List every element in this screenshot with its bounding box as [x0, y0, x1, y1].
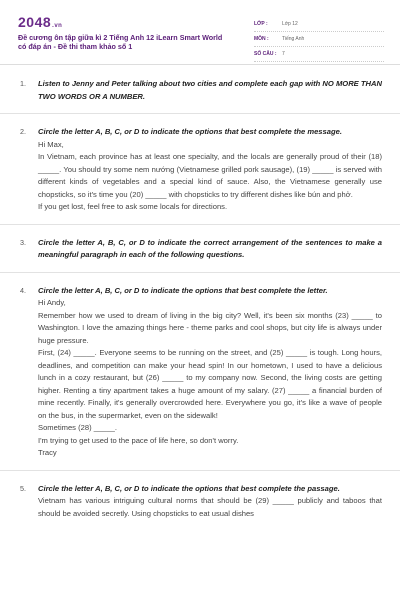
meta-key: SỐ CÂU : — [254, 51, 277, 57]
passage-paragraph: Tracy — [38, 448, 57, 457]
question-separator — [0, 113, 400, 114]
question-block — [0, 285, 400, 460]
question-instruction: Circle the letter A, B, C, or D to indicate the correct arrangement of the sentences to make a meaningful paragraph in each of the following questions. — [38, 237, 382, 259]
question-number: 5. — [20, 483, 26, 493]
meta-row-grade — [254, 17, 384, 32]
meta-key: LỚP : — [254, 21, 268, 27]
question-block — [0, 237, 400, 262]
site-logo[interactable]: 2048.vn — [18, 14, 63, 30]
question-passage — [38, 297, 382, 460]
meta-value: 7 — [282, 51, 285, 57]
question-block — [0, 483, 400, 521]
passage-paragraph: Vietnam has various intriguing cultural norms that should be (29) _____ publicly and taboos that should be avoided secretly. Using chopsticks to eat usual dishes — [38, 496, 382, 518]
question-instruction: Circle the letter A, B, C, or D to indicate the options that best complete the passage. — [38, 483, 340, 493]
passage-paragraph: Hi Andy, — [38, 298, 66, 307]
document-meta — [254, 17, 384, 62]
passage-paragraph: First, (24) _____. Everyone seems to be running on the street, and (25) _____ is tough. Long hours, deadlines, and competition can make your head spin! In our hometown, I used to have a delicious lunch in a cozy restaurant, but (26) _____ to my company now. Second, the living costs are getting higher. Renting a tiny apartment takes a huge amount of my salary. (27) _____ a financial burden of mine recently. Finally, it's generally overcrowded here. Everywhere you go, it's like a wave of people on the bus, in the supermarket, even on the sidewalk! — [38, 348, 382, 420]
question-separator — [0, 272, 400, 273]
question-block — [0, 126, 400, 214]
question-number: 4. — [20, 285, 26, 295]
meta-row-count — [254, 47, 384, 62]
meta-row-subject — [254, 32, 384, 47]
question-block — [0, 78, 400, 103]
passage-paragraph: I'm trying to get used to the pace of life here, so don't worry. — [38, 435, 239, 445]
meta-value: Lớp 12 — [282, 21, 298, 27]
question-separator — [0, 470, 400, 471]
question-number: 1. — [20, 79, 26, 88]
question-passage — [38, 495, 382, 520]
passage-paragraph: Sometimes (28) _____. — [38, 423, 117, 432]
passage-paragraph: Hi Max, — [38, 139, 64, 149]
question-number: 3. — [20, 237, 26, 247]
passage-paragraph: Remember how we used to dream of living in the big city? Well, it's been six months (23) _____ to Washington. I love the amazing things here - theme parks and cool shops, but city life is always under huge pressure. — [38, 310, 382, 345]
question-instruction: Listen to Jenny and Peter talking about two cities and complete each gap with NO MORE THAN TWO WORDS OR A NUMBER. — [38, 79, 382, 101]
passage-paragraph: If you get lost, feel free to ask some locals for directions. — [38, 202, 228, 211]
question-number: 2. — [20, 127, 26, 136]
passage-paragraph: In Vietnam, each province has at least one specialty, and the locals are generally proud of their (18) _____. You should try some nem nướng (Vietnamese grilled pork sausage), (19) _____ is served with different kinds of vegetables and a special kind of sauce. Also, the Vietnamese generally use chopsticks, so it's time you (20) _____ with chopsticks to try different dishes like bún and phở. — [38, 152, 382, 199]
document-title: Đề cương ôn tập giữa kì 2 Tiếng Anh 12 iLearn Smart World có đáp án - Đề thi tham khảo số 1 — [18, 33, 223, 51]
page-header — [0, 0, 400, 62]
meta-key: MÔN : — [254, 36, 269, 42]
header-divider — [0, 64, 400, 65]
meta-value: Tiếng Anh — [282, 36, 305, 42]
question-instruction: Circle the letter A, B, C, or D to indicate the options that best complete the letter. — [38, 285, 328, 295]
question-separator — [0, 224, 400, 225]
question-instruction: Circle the letter A, B, C, or D to indicate the options that best complete the message. — [38, 127, 342, 136]
question-passage — [38, 139, 382, 214]
question-list — [0, 68, 400, 530]
